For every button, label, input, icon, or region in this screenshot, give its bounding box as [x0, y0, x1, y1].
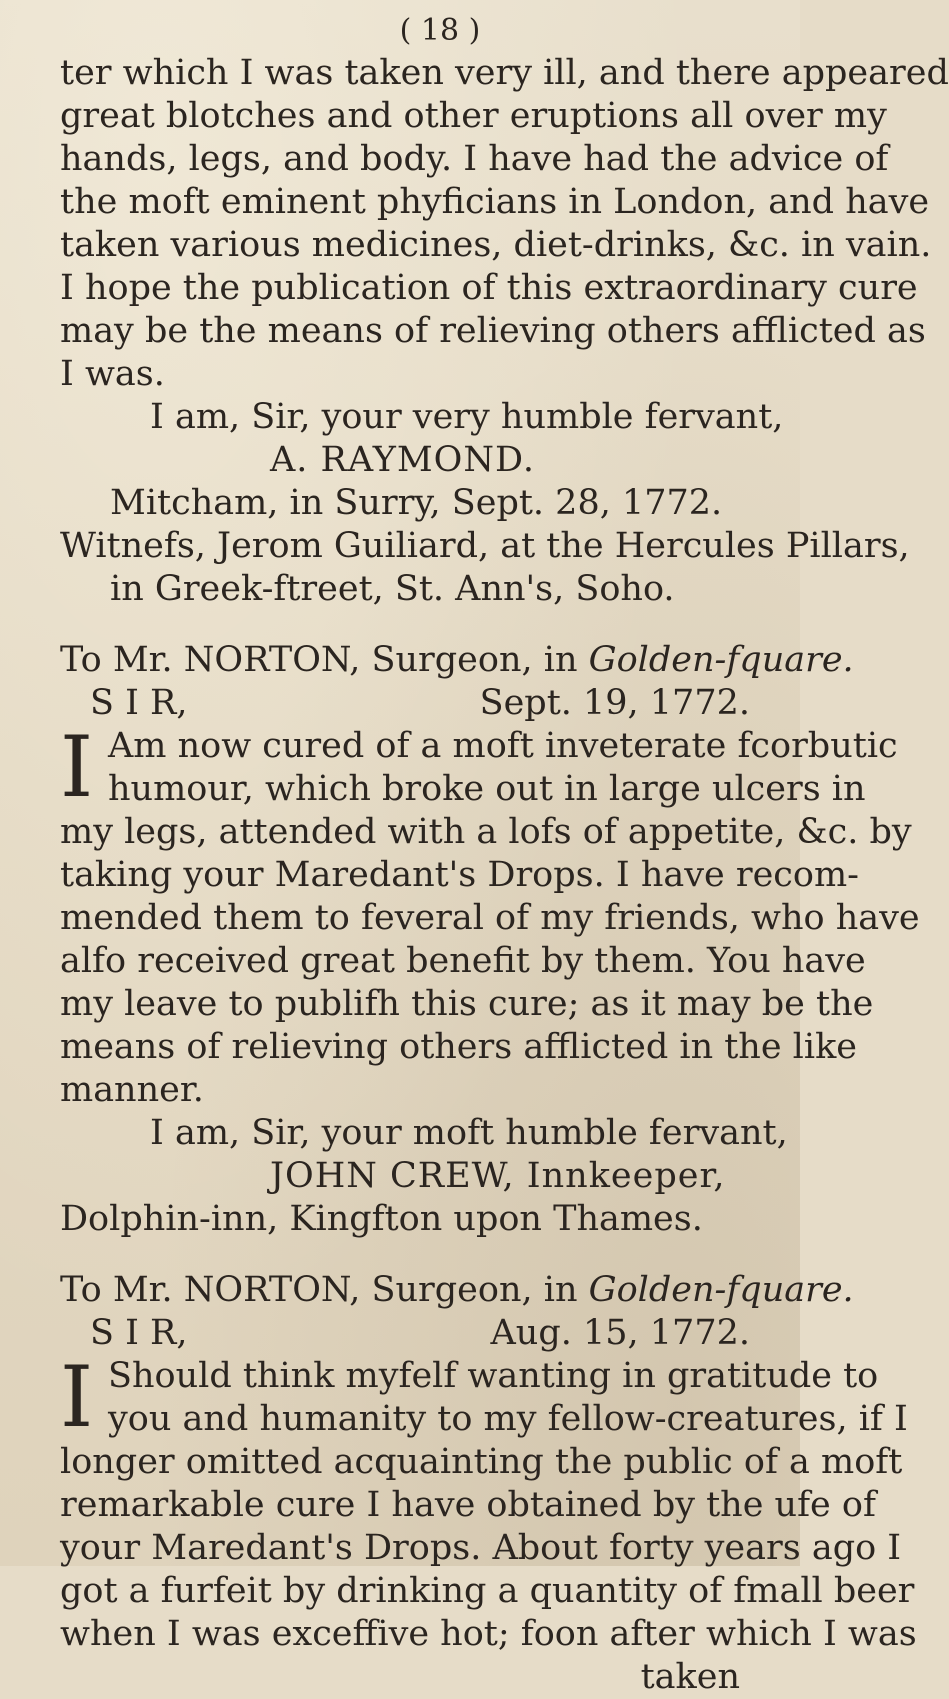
page-number: ( 18 ) [399, 13, 481, 48]
text-line: I hope the publication of this extraordinary cure [60, 268, 918, 308]
letter-closing: I am, Sir, your moft humble fervant, [150, 1113, 788, 1153]
text-line: may be the means of relieving others afflicted as [60, 311, 926, 351]
catchword: taken [640, 1657, 740, 1697]
text-line: remarkable cure I have obtained by the ufe of [60, 1485, 876, 1525]
text-line: I was. [60, 354, 165, 394]
text-line: got a furfeit by drinking a quantity of fmall beer [60, 1571, 915, 1611]
salutation-row [60, 682, 760, 725]
text-line: the moft eminent phyficians in London, and have [60, 182, 930, 222]
salutation: S I R, [90, 683, 188, 723]
letter-body [60, 1348, 917, 1656]
text-line: my legs, attended with a lofs of appetite, &c. by [60, 812, 912, 852]
text-line: Am now cured of a moft inveterate fcorbutic [108, 726, 898, 766]
text-line: when I was exceffive hot; foon after which I was [60, 1614, 917, 1654]
salutation-row [60, 1312, 760, 1355]
letter-raymond [60, 52, 949, 611]
letter-date: Aug. 15, 1772. [490, 1313, 750, 1353]
letter-crew [60, 639, 920, 1241]
letter-signer: A. RAYMOND. [270, 440, 535, 480]
text-line: taking your Maredant's Drops. I have recom- [60, 855, 859, 895]
heading-place: Golden-fquare. [588, 1270, 854, 1310]
text-line: manner. [60, 1070, 204, 1110]
witness-line: Witnefs, Jerom Guiliard, at the Hercules Pillars, [60, 526, 910, 566]
text-line: Should think myfelf wanting in gratitude to [108, 1356, 879, 1396]
letter-body [60, 718, 920, 1112]
text-line: great blotches and other eruptions all over my [60, 96, 887, 136]
drop-cap: I [60, 718, 94, 816]
letter-anonymous [60, 1269, 917, 1699]
text-line: hands, legs, and body. I have had the advice of [60, 139, 889, 179]
text-line: alfo received great benefit by them. You have [60, 941, 866, 981]
letter-signer: JOHN CREW, Innkeeper, [270, 1156, 726, 1196]
letter-heading: To Mr. NORTON, Surgeon, in Golden-fquare. [60, 1270, 854, 1310]
text-line: taken various medicines, diet-drinks, &c. in vain. [60, 225, 932, 265]
letter-closing: I am, Sir, your very humble fervant, [150, 397, 784, 437]
text-line: longer omitted acquainting the public of a moft [60, 1442, 903, 1482]
text-line: ter which I was taken very ill, and there appeared [60, 53, 949, 93]
letter-heading: To Mr. NORTON, Surgeon, in Golden-fquare. [60, 640, 854, 680]
text-line: my leave to publifh this cure; as it may be the [60, 984, 874, 1024]
text-line: your Maredant's Drops. About forty years ago I [60, 1528, 902, 1568]
heading-place: Golden-fquare. [588, 640, 854, 680]
text-line: means of relieving others afflicted in the like [60, 1027, 857, 1067]
letter-date: Sept. 19, 1772. [479, 683, 750, 723]
witness-line: in Greek-ftreet, St. Ann's, Soho. [110, 569, 675, 609]
text-line: you and humanity to my fellow-creatures, if I [108, 1399, 908, 1439]
salutation: S I R, [90, 1313, 188, 1353]
text-line: humour, which broke out in large ulcers in [108, 769, 866, 809]
letter-address: Dolphin-inn, Kingfton upon Thames. [60, 1199, 703, 1239]
letter-address: Mitcham, in Surry, Sept. 28, 1772. [110, 483, 723, 523]
text-line: mended them to feveral of my friends, who have [60, 898, 920, 938]
drop-cap: I [60, 1348, 94, 1446]
